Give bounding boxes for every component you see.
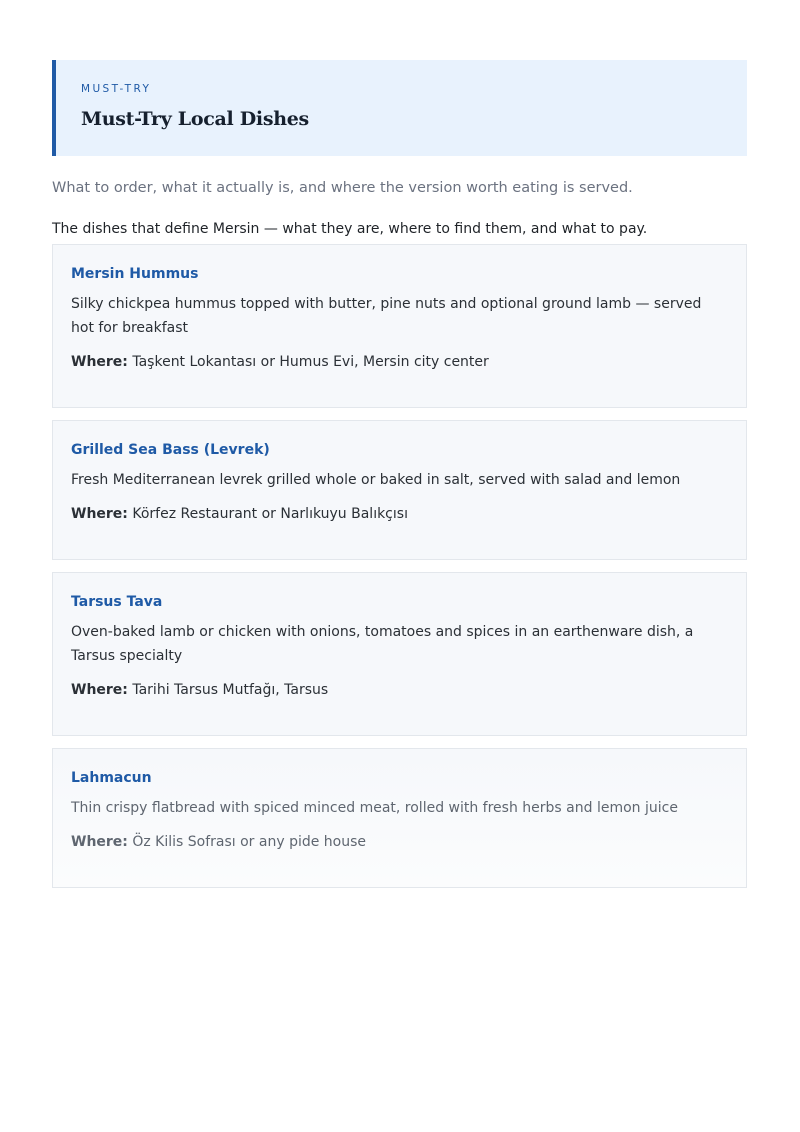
where-value: Körfez Restaurant or Narlıkuyu Balıkçısı (132, 506, 408, 522)
dish-description: Silky chickpea hummus topped with butter, pine nuts and optional ground lamb — served hot for breakfast (71, 296, 702, 336)
dish-name: Lahmacun (71, 770, 152, 786)
dish-list (52, 244, 747, 888)
page (52, 60, 747, 900)
where-value: Tarihi Tarsus Mutfağı, Tarsus (132, 682, 329, 698)
section-subtitle: What to order, what it actually is, and where the version worth eating is served. (52, 180, 633, 196)
section-title: Must-Try Local Dishes (81, 108, 309, 130)
dish-where (71, 352, 728, 372)
dish-name: Grilled Sea Bass (Levrek) (71, 442, 270, 458)
dish-card-lahmacun (52, 748, 747, 888)
dish-card-grilled-sea-bass (52, 420, 747, 560)
dish-where (71, 504, 728, 524)
dish-description: Oven-baked lamb or chicken with onions, tomatoes and spices in an earthenware dish, a Tarsus specialty (71, 624, 694, 664)
dish-name: Mersin Hummus (71, 266, 199, 282)
dish-card-mersin-hummus (52, 244, 747, 408)
where-label: Where: (71, 506, 128, 522)
section-intro: The dishes that define Mersin — what they are, where to find them, and what to pay. (52, 221, 648, 237)
dish-card-tarsus-tava (52, 572, 747, 736)
where-label: Where: (71, 834, 128, 850)
dish-where (71, 680, 728, 700)
dish-description: Fresh Mediterranean levrek grilled whole or baked in salt, served with salad and lemon (71, 472, 681, 488)
section-eyebrow: MUST-TRY (81, 83, 152, 95)
where-label: Where: (71, 682, 128, 698)
where-value: Öz Kilis Sofrası or any pide house (132, 834, 367, 850)
where-label: Where: (71, 354, 128, 370)
dish-where (71, 832, 728, 852)
section-header (52, 60, 747, 156)
where-value: Taşkent Lokantası or Humus Evi, Mersin city center (132, 354, 489, 370)
dish-name: Tarsus Tava (71, 594, 163, 610)
dish-description: Thin crispy flatbread with spiced minced meat, rolled with fresh herbs and lemon juice (71, 800, 678, 816)
